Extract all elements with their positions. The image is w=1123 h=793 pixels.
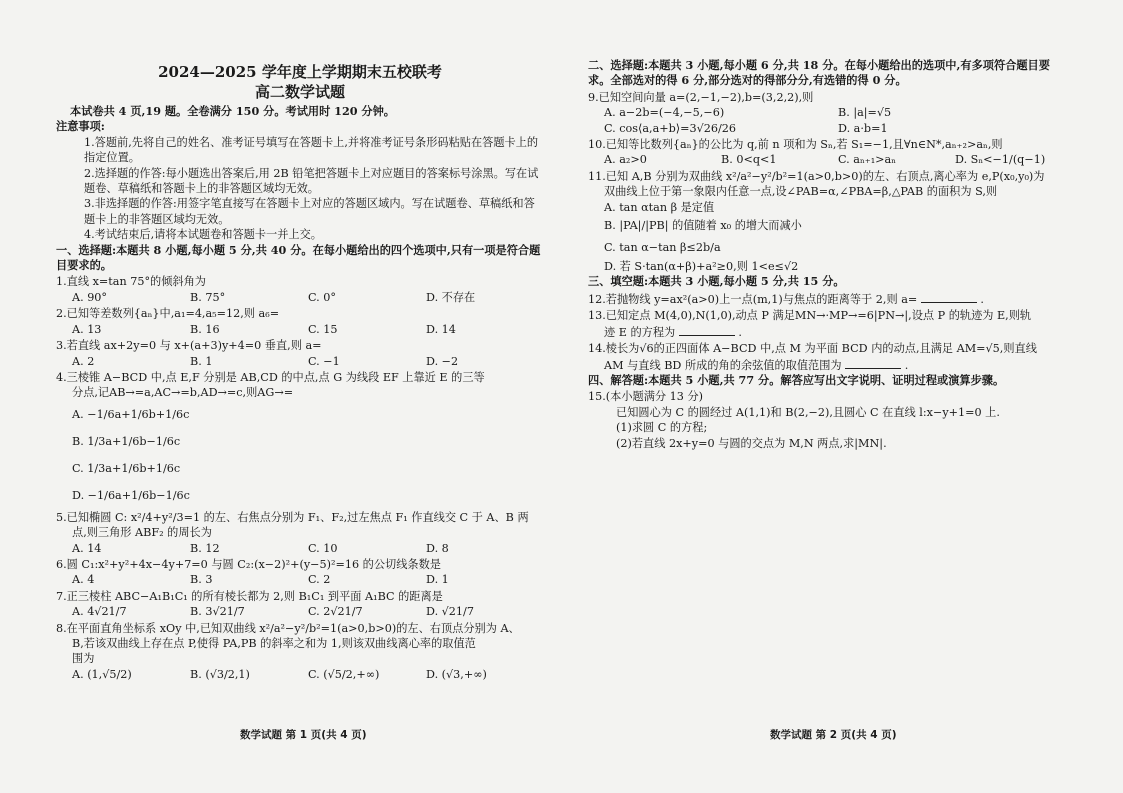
option-b: B. 1/3a+1/6b−1/6c: [72, 434, 181, 448]
section-1-heading: 一、选择题:本题共 8 小题,每小题 5 分,共 40 分。在每小题给出的四个选项中,只有一项是符合题目要求的。: [56, 242, 541, 273]
question-stem-end: .: [980, 292, 984, 306]
question-part-1: (1)求圆 C 的方程;: [616, 421, 708, 435]
section-3-heading: 三、填空题:本题共 3 小题,每小题 5 分,共 15 分。: [588, 274, 845, 289]
question-stem: 6.圆 C₁:x²+y²+4x−4y+7=0 与圆 C₂:(x−2)²+(y−5)²=16 的公切线条数是: [56, 557, 441, 571]
option-a: A. 4√21/7: [72, 605, 127, 619]
question-stem: 12.若抛物线 y=ax²(a>0)上一点(m,1)与焦点的距离等于 2,则 a=: [588, 292, 918, 306]
question-part-2: (2)若直线 2x+y=0 与圆的交点为 M,N 两点,求|MN|.: [616, 436, 887, 450]
option-d: D. 不存在: [426, 290, 476, 304]
question-stem: 11.已知 A,B 分别为双曲线 x²/a²−y²/b²=1(a>0,b>0)的左、右顶点,离心率为 e,P(x₀,y₀)为: [588, 169, 1045, 183]
question-13: [588, 308, 1072, 340]
option-a: A. −1/6a+1/6b+1/6c: [72, 407, 190, 421]
question-11: [588, 169, 1072, 275]
answer-blank: [845, 357, 901, 369]
option-d: D. 14: [426, 322, 456, 336]
note-item: 1.答题前,先将自己的姓名、准考证号填写在答题卡上,并将准考证号条形码粘贴在答题卡上的指定位置。: [84, 135, 539, 165]
question-2: [56, 306, 544, 337]
option-d: D. 若 S·tan(α+β)+a²≥0,则 1<e≤√2: [604, 260, 799, 274]
option-c: C. 1/3a+1/6b+1/6c: [72, 461, 181, 475]
exam-page-2: [588, 58, 1072, 758]
option-a: A. 14: [72, 541, 102, 555]
question-options: [56, 354, 544, 369]
option-a: A. 4: [72, 573, 95, 587]
option-d: D. −1/6a+1/6b−1/6c: [72, 488, 190, 502]
exam-info: 本试卷共 4 页,19 题。全卷满分 150 分。考试用时 120 分钟。: [70, 104, 395, 118]
option-b: B. 3: [190, 573, 213, 587]
option-b: B. 16: [190, 322, 220, 336]
question-options: [56, 541, 544, 556]
section-2-heading: 二、选择题:本题共 3 小题,每小题 6 分,共 18 分。在每小题给出的选项中,有多项符合题目要求。全部选对的得 6 分,部分选对的得部分分,有选错的得 0 分。: [588, 58, 1050, 88]
question-8: [56, 621, 544, 683]
option-c: C. 10: [308, 541, 338, 555]
option-c: C. 2√21/7: [308, 605, 363, 619]
question-1: [56, 274, 544, 305]
question-10: [588, 137, 1072, 168]
question-stem: 5.已知椭圆 C: x²/4+y²/3=1 的左、右焦点分别为 F₁、F₂,过左焦点 F₁ 作直线交 C 于 A、B 两: [56, 510, 529, 524]
option-d: D. 8: [426, 541, 449, 555]
question-stem: 14.棱长为√6的正四面体 A−BCD 中,点 M 为平面 BCD 内的动点,且满足 AM=√5,则直线: [588, 342, 1037, 356]
question-stem-end: .: [904, 358, 909, 372]
option-b: B. |a|=√5: [838, 106, 892, 120]
question-options: [588, 121, 1072, 136]
option-d: D. (√3,+∞): [426, 667, 487, 681]
option-a: A. a₂>0: [604, 153, 647, 167]
question-stem: 4.三棱锥 A−BCD 中,点 E,F 分别是 AB,CD 的中点,点 G 为线段 EF 上靠近 E 的三等: [56, 370, 485, 384]
page-2-footer: 数学试题 第 2 页(共 4 页): [770, 729, 897, 741]
option-c: C. 2: [308, 573, 331, 587]
question-body: 已知圆心为 C 的圆经过 A(1,1)和 B(2,−2),且圆心 C 在直线 l:x−y+1=0 上.: [616, 405, 1000, 419]
section-4-heading: 四、解答题:本题共 5 小题,共 77 分。解答应写出文字说明、证明过程或演算步骤。: [588, 372, 1005, 387]
question-stem: 10.已知等比数列{aₙ}的公比为 q,前 n 项和为 Sₙ,若 S₁=−1,且∀n∈N*,aₙ₊₂>aₙ,则: [588, 138, 1003, 152]
notes-title: 注意事项:: [56, 119, 105, 134]
question-stem-cont: 分点,记AB→=a,AC→=b,AD→=c,则AG→=: [72, 386, 294, 400]
question-stem-cont: AM 与直线 BD 所成的角的余弦值的取值范围为: [604, 358, 842, 372]
question-stem-cont: B,若该双曲线上存在点 P,使得 PA,PB 的斜率之和为 1,则该双曲线离心率的取值范: [72, 636, 476, 650]
question-stem: 15.(本小题满分 13 分): [588, 390, 703, 404]
option-c: C. cos⟨a,a+b⟩=3√26/26: [604, 121, 737, 135]
question-stem-cont: 双曲线上位于第一象限内任意一点,设∠PAB=α,∠PBA=β,△PAB 的面积为 S,则: [604, 185, 998, 199]
question-7: [56, 589, 544, 620]
note-item: 3.非选择题的作答:用签字笔直接写在答题卡上对应的答题区域内。写在试题卷、草稿纸和答题卡上的非答题区域均无效。: [84, 197, 535, 226]
question-stem: 3.若直线 ax+2y=0 与 x+(a+3)y+4=0 垂直,则 a=: [56, 339, 322, 353]
option-d: D. −2: [426, 354, 459, 368]
option-d: D. Sₙ<−1/(q−1): [955, 153, 1046, 167]
question-stem: 9.已知空间向量 a=(2,−1,−2),b=(3,2,2),则: [588, 90, 814, 104]
option-c: C. (√5/2,+∞): [308, 667, 380, 681]
note-item: 2.选择题的作答:每小题选出答案后,用 2B 铅笔把答题卡上对应题目的答案标号涂黑。写在试题卷、草稿纸和答题卡上的非答题区域均无效。: [84, 166, 539, 196]
option-a: A. 13: [72, 322, 102, 336]
question-stem-end: .: [738, 325, 742, 339]
question-stem: 2.已知等差数列{aₙ}中,a₁=4,a₅=12,则 a₆=: [56, 307, 280, 321]
question-stem: 13.已知定点 M(4,0),N(1,0),动点 P 满足MN→·MP→=6|PN→|,设点 P 的轨迹为 E,则轨: [588, 309, 1032, 323]
page-1-footer: 数学试题 第 1 页(共 4 页): [240, 729, 367, 741]
question-12: [588, 291, 1072, 307]
option-c: C. 0°: [308, 290, 336, 304]
question-options: [56, 401, 544, 509]
option-c: C. 15: [308, 322, 338, 336]
question-stem-cont: 迹 E 的方程为: [604, 325, 676, 339]
option-c: C. aₙ₊₁>aₙ: [838, 153, 897, 167]
option-a: A. tan αtan β 是定值: [604, 200, 715, 214]
question-options: [56, 572, 544, 587]
option-c: C. −1: [308, 354, 340, 368]
answer-blank: [921, 291, 977, 303]
question-stem: 7.正三棱柱 ABC−A₁B₁C₁ 的所有棱长都为 2,则 B₁C₁ 到平面 A₁BC 的距离是: [56, 589, 443, 603]
answer-blank: [679, 324, 735, 336]
note-item: 4.考试结束后,请将本试题卷和答题卡一并上交。: [84, 228, 322, 242]
option-d: D. a·b=1: [838, 121, 888, 135]
question-9: [588, 90, 1072, 136]
option-a: A. 2: [72, 354, 95, 368]
question-options: [56, 290, 544, 305]
option-b: B. (√3/2,1): [190, 667, 250, 681]
question-options: [56, 322, 544, 337]
question-stem-cont: 点,则三角形 ABF₂ 的周长为: [72, 526, 212, 540]
option-a: A. 90°: [72, 290, 108, 304]
exam-title: 2024—2025 学年度上学期期末五校联考: [158, 63, 442, 81]
option-a: A. a−2b=(−4,−5,−6): [604, 106, 725, 120]
question-15: [588, 389, 1072, 451]
question-options: [588, 152, 1072, 167]
option-a: A. (1,√5/2): [72, 667, 132, 681]
option-d: D. √21/7: [426, 605, 474, 619]
option-d: D. 1: [426, 573, 449, 587]
option-b: B. 3√21/7: [190, 605, 245, 619]
question-14: [588, 341, 1072, 373]
question-3: [56, 338, 544, 369]
option-b: B. 1: [190, 354, 213, 368]
question-6: [56, 557, 544, 588]
question-5: [56, 510, 544, 556]
option-c: C. tan α−tan β≤2b/a: [604, 241, 721, 255]
option-b: B. 12: [190, 541, 220, 555]
exam-subject: 高二数学试题: [254, 83, 345, 101]
question-stem: 8.在平面直角坐标系 xOy 中,已知双曲线 x²/a²−y²/b²=1(a>0,b>0)的左、右顶点分别为 A、: [56, 621, 520, 635]
question-options: [588, 105, 1072, 120]
option-b: B. |PA|/|PB| 的值随着 x₀ 的增大而减小: [604, 219, 802, 233]
option-b: B. 75°: [190, 290, 226, 304]
question-4: [56, 370, 544, 509]
question-options: [56, 604, 544, 619]
option-b: B. 0<q<1: [721, 153, 777, 167]
exam-page-1: [56, 58, 544, 758]
question-stem: 1.直线 x=tan 75°的倾斜角为: [56, 275, 206, 289]
question-stem-cont: 围为: [72, 652, 95, 666]
question-options: [56, 667, 544, 682]
